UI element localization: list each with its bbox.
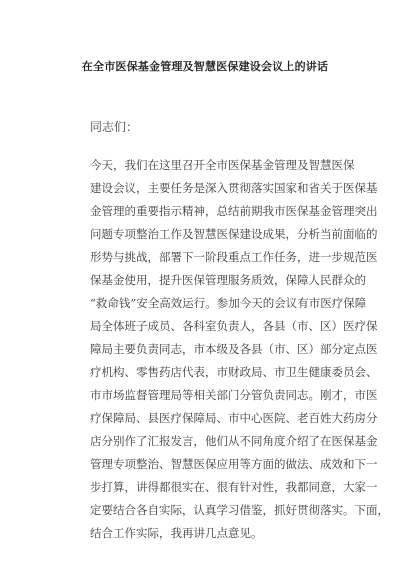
body-line: 疗保障局、县医疗保障局、市中心医院、老百姓大药房分 <box>90 411 378 425</box>
body-line: 障局主要负责同志，市本级及各县（市、区）部分定点医 <box>90 342 378 356</box>
body-line: 市市场监督管理局等相关部门分管负责同志。刚才，市医 <box>90 388 378 402</box>
body-line: 建设会议，主要任务是深入贯彻落实国家和省关于医保基 <box>90 181 378 195</box>
salutation: 同志们： <box>90 120 139 134</box>
body-line: 疗机构、零售药店代表，市财政局、市卫生健康委员会、 <box>90 365 378 379</box>
body-line: 形势与挑战，部署下一阶段重点工作任务，进一步规范医 <box>90 250 378 264</box>
document-title: 在全市医保基金管理及智慧医保建设会议上的讲话 <box>81 60 329 73</box>
body-line: “救命钱”安全高效运行。参加今天的会议有市医疗保障 <box>90 296 367 310</box>
body-line: 定要结合各自实际，认真学习借鉴，抓好贯彻落实。下面， <box>90 503 389 517</box>
body-line: 管理专项整治、智慧医保应用等方面的做法、成效和下一 <box>90 457 378 471</box>
body-line: 保基金使用，提升医保管理服务质效，保障人民群众的 <box>90 273 366 287</box>
body-line: 局全体班子成员、各科室负责人，各县（市、区）医疗保 <box>90 319 378 333</box>
body-line: 结合工作实际，我再讲几点意见。 <box>90 526 263 540</box>
body-line: 金管理的重要指示精神，总结前期我市医保基金管理突出 <box>90 204 378 218</box>
body-line: 店分别作了汇报发言，他们从不同角度介绍了在医保基金 <box>90 434 378 448</box>
body-line: 今天，我们在这里召开全市医保基金管理及智慧医保 <box>90 158 355 172</box>
body-line: 步打算，讲得都很实在、很有针对性，我都同意，大家一 <box>90 480 378 494</box>
body-line: 问题专项整治工作及智慧医保建设成果，分析当前面临的 <box>90 227 378 241</box>
document-body <box>90 154 390 545</box>
